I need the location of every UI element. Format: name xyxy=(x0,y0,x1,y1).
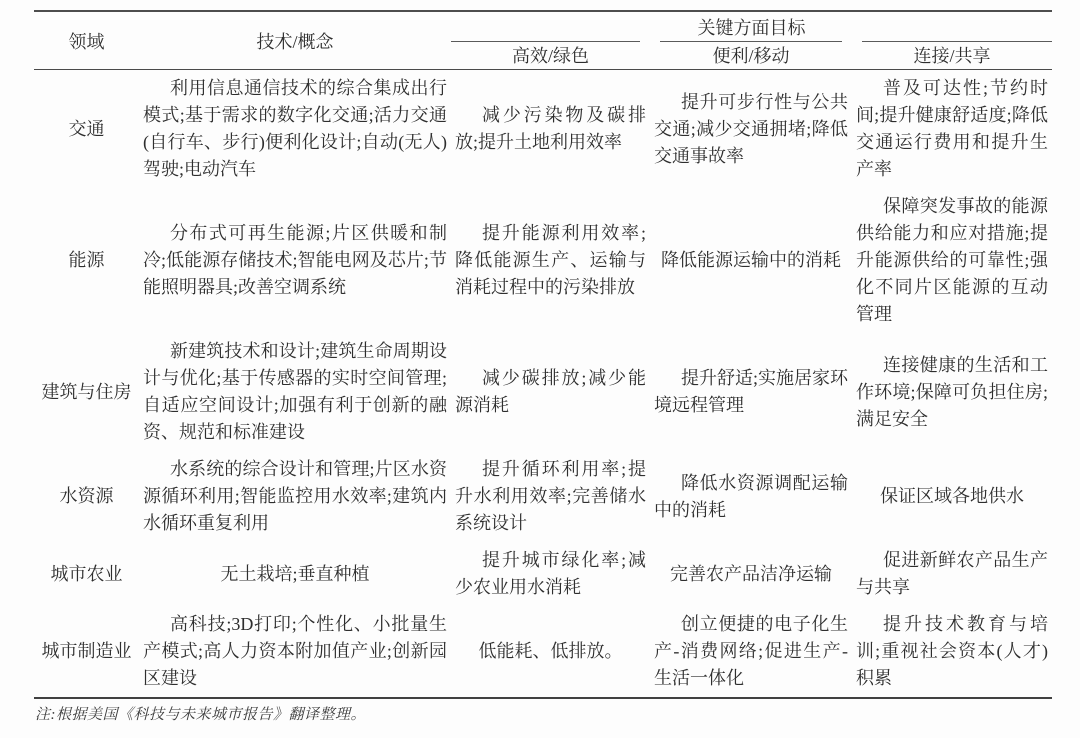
domain-label: 城市农业 xyxy=(50,563,123,584)
table-row-urban-agriculture xyxy=(34,542,1052,606)
table-wrapper xyxy=(34,10,1052,699)
cell-connected: 提升技术教育与培训;重视社会资本(人才)积累 xyxy=(856,614,1049,688)
header-domain: 领域 xyxy=(34,11,139,70)
cell-efficient: 低能耗、低排放。 xyxy=(478,641,623,661)
cell-connected: 促进新鲜农产品生产与共享 xyxy=(856,550,1049,597)
cell-convenient: 创立便捷的电子化生产-消费网络;促进生产-生活一体化 xyxy=(654,614,848,688)
cell-domain xyxy=(34,70,139,189)
cell-tech: 水系统的综合设计和管理;片区水资源循环利用;智能监控用水效率;建筑内水循环重复利用 xyxy=(143,459,447,533)
cell-domain xyxy=(34,333,139,451)
cell-tech: 利用信息通信技术的综合集成出行模式;基于需求的数字化交通;活力交通(自行车、步行)便利化设计;自动(无人)驾驶;电动汽车 xyxy=(143,78,447,179)
table-note: 注:根据美国《科技与未来城市报告》翻译整理。 xyxy=(35,707,366,723)
subheader-connected-shared: 连接/共享 xyxy=(852,41,1052,70)
cell-efficient: 提升循环利用率;提升水利用效率;完善储水系统设计 xyxy=(455,459,646,533)
header-key-goals: 关键方面目标 xyxy=(697,17,806,38)
cell-connected: 保障突发事故的能源供给能力和应对措施;提升能源供给的可靠性;强化不同片区能源的互动管理 xyxy=(856,196,1049,324)
table-row-transport xyxy=(34,70,1052,189)
cell-domain xyxy=(34,188,139,333)
cell-tech: 分布式可再生能源;片区供暖和制冷;低能源存储技术;智能电网及芯片;节能照明器具;改善空调系统 xyxy=(143,223,447,297)
domain-label: 建筑与住房 xyxy=(41,381,132,402)
cell-connected: 普及可达性;节约时间;提升健康舒适度;降低交通运行费用和提升生产率 xyxy=(856,78,1049,179)
cell-efficient: 减少碳排放;减少能源消耗 xyxy=(455,368,646,415)
cell-tech: 高科技;3D打印;个性化、小批量生产模式;高人力资本附加值产业;创新园区建设 xyxy=(143,614,447,688)
header-row-1 xyxy=(34,11,1052,41)
cell-efficient: 提升能源利用效率;降低能源生产、运输与消耗过程中的污染排放 xyxy=(455,223,646,297)
table-row-energy xyxy=(34,188,1052,333)
cell-tech: 新建筑技术和设计;建筑生命周期设计与优化;基于传感器的实时空间管理;自适应空间设计;加强有利于创新的融资、规范和标准建设 xyxy=(143,341,447,442)
cell-domain xyxy=(34,451,139,542)
cell-convenient: 降低能源运输中的消耗 xyxy=(661,250,841,270)
cell-connected: 保证区域各地供水 xyxy=(880,486,1024,506)
table-row-urban-manufacturing xyxy=(34,606,1052,698)
domain-label: 交通 xyxy=(68,118,105,139)
data-table xyxy=(34,10,1052,699)
domain-label: 水资源 xyxy=(59,486,114,506)
subheader-efficient-green: 高效/绿色 xyxy=(451,41,650,70)
table-row-water xyxy=(34,451,1052,542)
cell-convenient: 提升可步行性与公共交通;减少交通拥堵;降低交通事故率 xyxy=(654,91,848,166)
cell-tech: 无土栽培;垂直种植 xyxy=(220,563,370,584)
cell-convenient: 降低水资源调配运输中的消耗 xyxy=(654,472,848,520)
cell-efficient: 提升城市绿化率;减少农业用水消耗 xyxy=(455,550,646,597)
cell-convenient: 提升舒适;实施居家环境远程管理 xyxy=(654,368,849,415)
cell-convenient: 完善农产品洁净运输 xyxy=(670,563,832,584)
cell-efficient: 减少污染物及碳排放;提升土地利用效率 xyxy=(455,105,646,152)
cell-domain xyxy=(34,606,139,698)
header-tech: 技术/概念 xyxy=(139,11,451,70)
table-row-buildings-housing xyxy=(34,333,1052,451)
subheader-convenient-mobile: 便利/移动 xyxy=(650,41,852,70)
cell-connected: 连接健康的生活和工作环境;保障可负担住房;满足安全 xyxy=(856,354,1049,429)
domain-label: 城市制造业 xyxy=(41,641,132,661)
domain-label: 能源 xyxy=(68,250,105,270)
cell-domain xyxy=(34,542,139,606)
